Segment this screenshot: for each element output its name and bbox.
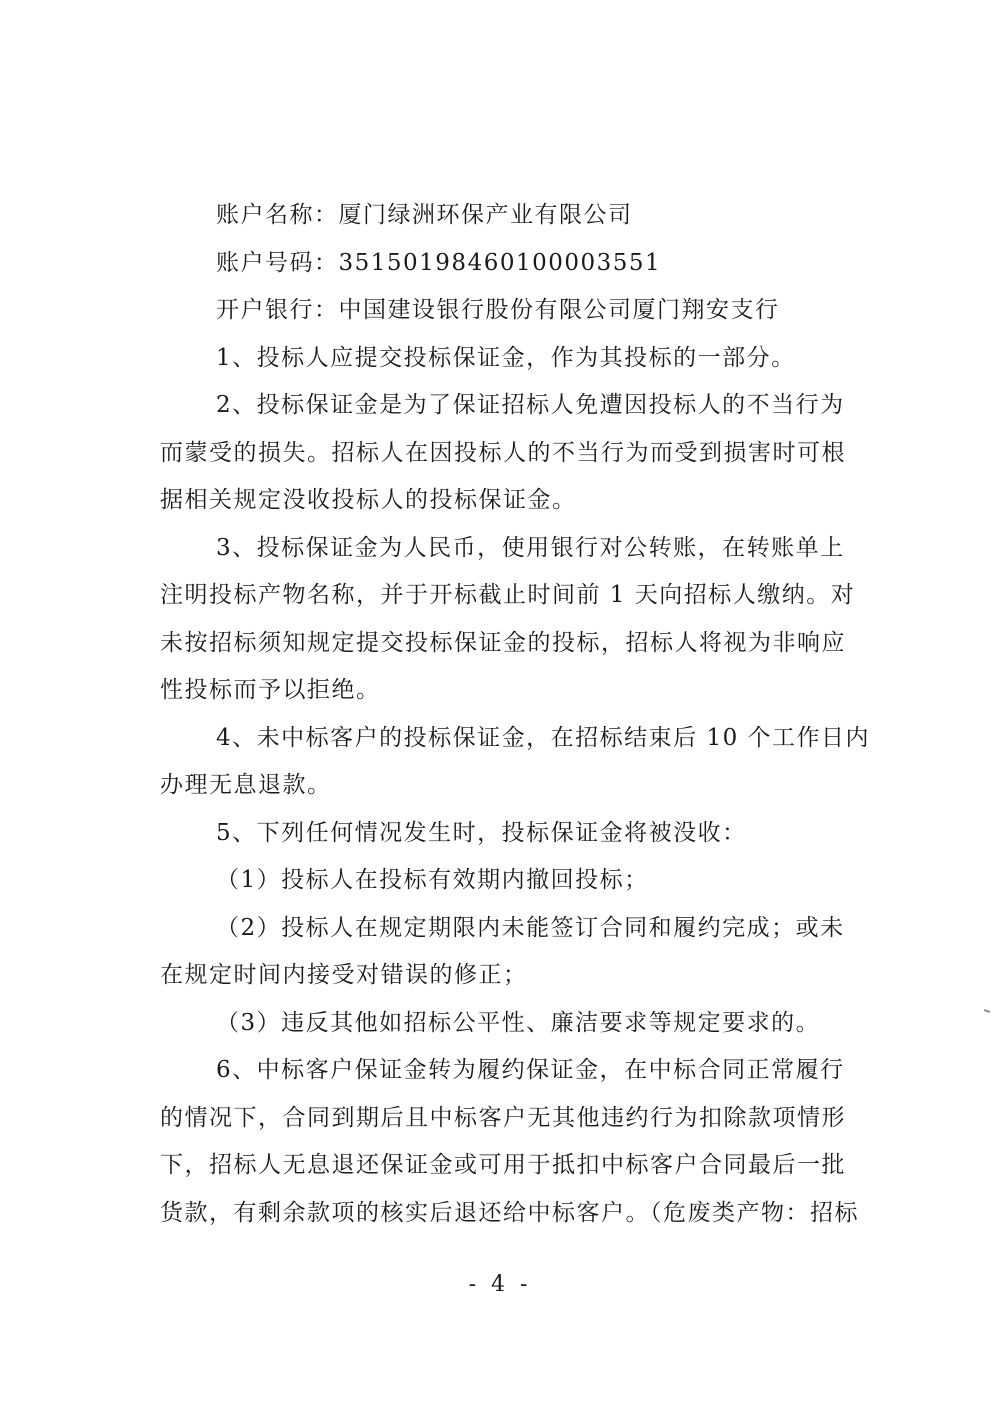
text-line: 6、中标客户保证金转为履约保证金，在中标合同正常履行 <box>216 1057 845 1083</box>
text-line: 而蒙受的损失。招标人在因投标人的不当行为而受到损害时可根 <box>160 439 846 466</box>
text-line: 的情况下，合同到期后且中标客户无其他违约行为扣除款项情形 <box>160 1104 846 1131</box>
text-line: 4、未中标客户的投标保证金，在招标结束后 10 个工作日内 <box>216 724 871 751</box>
scan-artifact <box>984 1009 990 1013</box>
text-line: 未按招标须知规定提交投标保证金的投标，招标人将视为非响应 <box>160 629 846 656</box>
text-line: 货款，有剩余款项的核实后退还给中标客户。（危废类产物：招标 <box>160 1199 859 1226</box>
text-line: 1、投标人应提交投标保证金，作为其投标的一部分。 <box>216 344 796 371</box>
text-line: 3、投标保证金为人民币，使用银行对公转账，在转账单上 <box>216 534 845 561</box>
text-line: 性投标而予以拒绝。 <box>160 677 381 703</box>
text-line: 2、投标保证金是为了保证招标人免遭因投标人的不当行为 <box>216 392 845 418</box>
text-line: （1）投标人在投标有效期内撤回投标； <box>216 867 649 893</box>
text-line: 办理无息退款。 <box>160 772 332 798</box>
text-line: 据相关规定没收投标人的投标保证金。 <box>160 487 577 513</box>
text-line: 开户银行：中国建设银行股份有限公司厦门翔安支行 <box>216 297 780 323</box>
text-line: （3）违反其他如招标公平性、廉洁要求等规定要求的。 <box>216 1009 821 1036</box>
text-line: 注明投标产物名称，并于开标截止时间前 1 天向招标人缴纳。对 <box>160 582 856 608</box>
text-line: 账户号码：35150198460100003551 <box>216 249 662 276</box>
document-body <box>160 192 872 1237</box>
page-number: - 4 - <box>468 1272 532 1297</box>
text-line: 在规定时间内接受对错误的修正； <box>160 962 528 988</box>
text-line: 账户名称：厦门绿洲环保产业有限公司 <box>216 202 633 228</box>
text-line: （2）投标人在规定期限内未能签订合同和履约完成；或未 <box>216 914 845 941</box>
text-line: 下，招标人无息退还保证金或可用于抵扣中标客户合同最后一批 <box>160 1152 846 1178</box>
text-line: 5、下列任何情况发生时，投标保证金将被没收： <box>216 819 747 846</box>
